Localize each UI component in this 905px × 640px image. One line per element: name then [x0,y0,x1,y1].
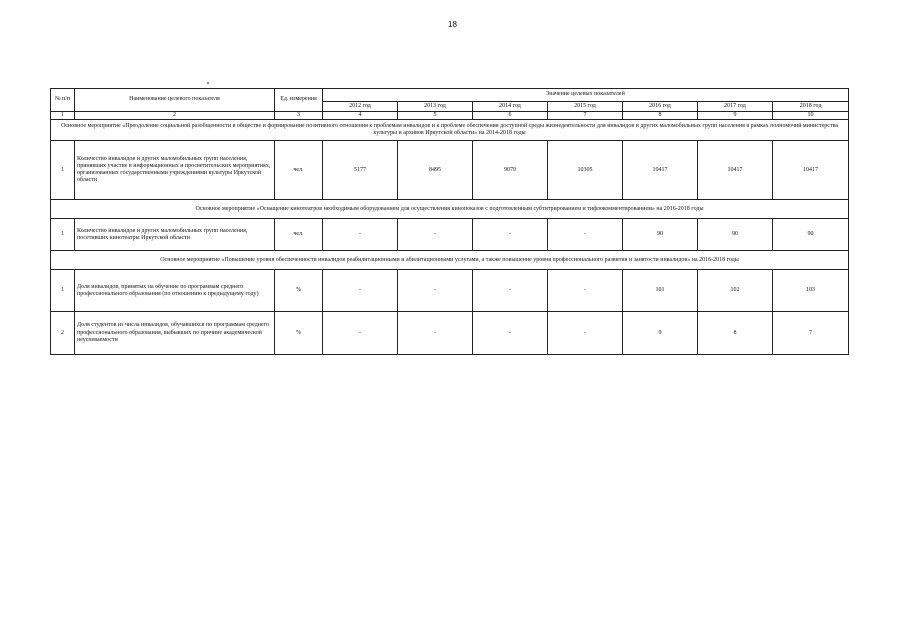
value-cell: 90 [773,219,849,251]
table-row [51,312,849,355]
unit-cell: чел. [275,219,323,251]
value-cell: - [473,312,548,355]
indicator-name: Доля инвалидов, принятых на обучение по программам среднего профессионального образования (по отношению к предыдущему году) [75,270,275,312]
value-cell: 10417 [698,141,773,200]
value-cell: 8495 [398,141,473,200]
value-cell: 90 [623,219,698,251]
year-header: 2012 год [323,102,398,112]
value-cell: - [323,219,398,251]
column-numbers-row [51,112,849,120]
year-header: 2014 год [473,102,548,112]
col-number: 6 [473,112,548,120]
values-header: Значение целевых показателей [323,89,849,102]
col-number: 10 [773,112,849,120]
value-cell: - [548,219,623,251]
value-cell: 101 [623,270,698,312]
value-cell: - [548,312,623,355]
value-cell: 5177 [323,141,398,200]
indicator-name: Доля студентов из числа инвалидов, обучавшихся по программам среднего профессионального образования, выбывших по причине академической неуспеваемости [75,312,275,355]
section-row [51,200,849,219]
value-cell: 10417 [773,141,849,200]
indicator-name: Количество инвалидов и других маломобильных групп населения, принявших участие в информационных и просветительских мероприятиях, организованных государственными учреждениями культуры Иркутской области [75,141,275,200]
col-number: 4 [323,112,398,120]
value-cell: - [398,270,473,312]
value-cell: 102 [698,270,773,312]
value-cell: - [323,270,398,312]
value-cell: 10417 [623,141,698,200]
header-row [51,89,849,102]
unit-header: Ед. измерения [275,89,323,112]
unit-cell: % [275,312,323,355]
value-cell: 8 [698,312,773,355]
value-cell: 9070 [473,141,548,200]
row-number: 1 [51,219,75,251]
value-cell: 9 [623,312,698,355]
value-cell: - [473,219,548,251]
col-number: 8 [623,112,698,120]
col-number: 3 [275,112,323,120]
value-cell: - [473,270,548,312]
value-cell: 90 [698,219,773,251]
section-title: Основное мероприятие «Повышение уровня обеспеченности инвалидов реабилитационными и абилитационными услугами, а также повышение уровня профессионального развития и занятости инвалидов» на 2016-2018 годы [51,251,849,270]
section-row [51,120,849,141]
value-cell: - [548,270,623,312]
col-number: 7 [548,112,623,120]
name-header: Наименование целевого показателя [75,89,275,112]
scan-artifact [207,82,209,84]
col-number: 9 [698,112,773,120]
row-number: 2 [51,312,75,355]
col-number: 2 [75,112,275,120]
year-header: 2013 год [398,102,473,112]
page-number: 18 [448,20,457,29]
table-row [51,141,849,200]
indicator-name: Количество инвалидов и других маломобильных групп населения, посетивших кинотеатры Иркутской области [75,219,275,251]
value-cell: - [323,312,398,355]
year-header: 2015 год [548,102,623,112]
year-header: 2018 год [773,102,849,112]
section-row [51,251,849,270]
unit-cell: чел. [275,141,323,200]
target-indicators-table [50,88,849,355]
col-number: 5 [398,112,473,120]
year-header: 2016 год [623,102,698,112]
row-number: 1 [51,270,75,312]
value-cell: - [398,312,473,355]
row-number: 1 [51,141,75,200]
table-row [51,270,849,312]
value-cell: 10305 [548,141,623,200]
value-cell: - [398,219,473,251]
unit-cell: % [275,270,323,312]
table-row [51,219,849,251]
section-title: Основное мероприятие «Преодоление социальной разобщенности в обществе и формирование позитивного отношения к проблемам инвалидов и к проблеме обеспечения доступной среды жизнедеятельности для инвалидов и других маломобильных групп населения в рамках полномочий министерства культуры и архивов Иркутской области» на 2014-2018 годы [51,120,849,141]
col-number: 1 [51,112,75,120]
num-header: № п/п [51,89,75,112]
value-cell: 103 [773,270,849,312]
value-cell: 7 [773,312,849,355]
section-title: Основное мероприятие «Оснащение кинотеатров необходимым оборудованием для осуществления кинопоказов с подготовленным субтитрированием и тифлокомментированием» на 2016-2018 годы [51,200,849,219]
year-header: 2017 год [698,102,773,112]
